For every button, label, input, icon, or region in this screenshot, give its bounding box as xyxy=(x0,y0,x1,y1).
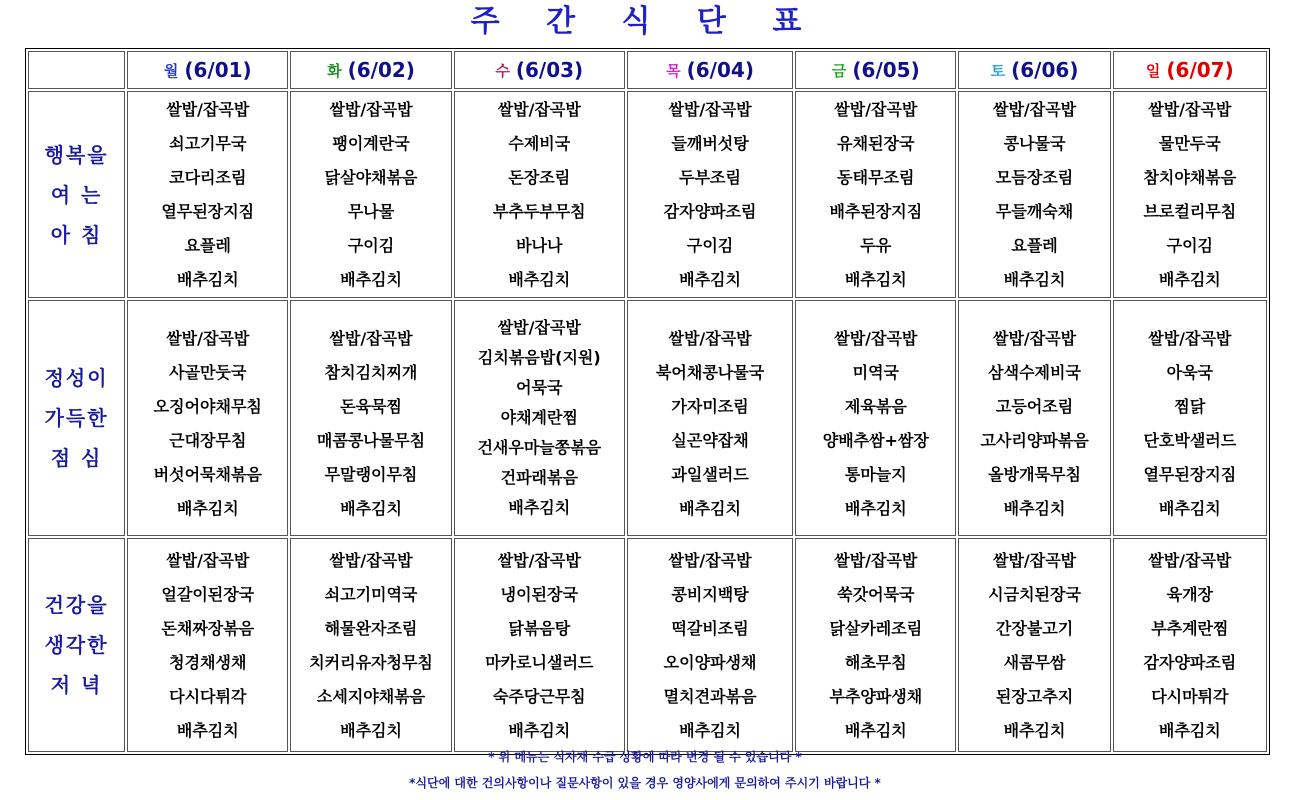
menu-item: 쌀밥/잡곡밥 xyxy=(992,550,1077,570)
menu-item: 배추김치 xyxy=(844,720,907,740)
menu-item: 배추된장지짐 xyxy=(829,202,923,221)
menu-item: 배추김치 xyxy=(679,720,741,740)
meal-label-line: 저 녁 xyxy=(50,673,103,697)
menu-item: 참치야채볶음 xyxy=(1143,168,1237,187)
menu-cell-breakfast-mon xyxy=(127,91,288,298)
menu-item: 두유 xyxy=(860,236,892,255)
menu-item: 무말랭이무침 xyxy=(324,464,418,484)
menu-item: 쌀밥/잡곡밥 xyxy=(1148,550,1232,570)
menu-item: 치커리유자청무침 xyxy=(309,652,433,672)
menu-item: 두부조림 xyxy=(679,168,741,187)
meal-label-line: 행복을 xyxy=(44,142,109,167)
day-badge-icon: 일 xyxy=(1145,62,1161,80)
menu-item: 육개장 xyxy=(1166,584,1214,604)
menu-item: 제육볶음 xyxy=(844,396,907,416)
menu-item: 콩나물국 xyxy=(1003,134,1066,153)
day-header-sun xyxy=(1113,51,1267,89)
meal-label-lunch xyxy=(28,300,125,536)
menu-item: 배추김치 xyxy=(1003,720,1066,740)
menu-item: 해초무침 xyxy=(844,652,907,672)
menu-item: 고등어조림 xyxy=(995,396,1074,416)
menu-cell-dinner-tue xyxy=(290,538,451,752)
menu-item: 김치볶음밥(지원) xyxy=(477,348,601,367)
menu-item: 물만두국 xyxy=(1158,134,1221,153)
day-header-thu xyxy=(627,51,793,89)
menu-item: 부추두부무침 xyxy=(492,202,586,221)
day-header-wed xyxy=(454,51,625,89)
menu-item: 쑥갓어묵국 xyxy=(837,584,915,604)
menu-item: 감자양파조림 xyxy=(663,202,757,221)
menu-cell-breakfast-wed xyxy=(454,91,625,298)
menu-item: 청경채생채 xyxy=(169,652,247,672)
menu-cell-breakfast-sat xyxy=(958,91,1110,298)
day-date-label: (6/04) xyxy=(686,58,754,82)
menu-item: 배추김치 xyxy=(1158,720,1221,740)
menu-cell-breakfast-sun xyxy=(1113,91,1267,298)
menu-item: 쌀밥/잡곡밥 xyxy=(166,100,250,119)
menu-item: 배추김치 xyxy=(340,498,402,518)
meal-label-line: 건강을 xyxy=(44,593,109,617)
menu-cell-lunch-sun xyxy=(1113,300,1267,536)
menu-item: 쌀밥/잡곡밥 xyxy=(668,550,752,570)
menu-item: 찜닭 xyxy=(1174,396,1206,416)
menu-item: 삼색수제비국 xyxy=(988,362,1081,382)
menu-cell-breakfast-tue xyxy=(290,91,451,298)
menu-item: 구이김 xyxy=(347,236,395,255)
menu-item: 브로컬리무침 xyxy=(1143,202,1237,221)
menu-item: 쌀밥/잡곡밥 xyxy=(992,328,1077,348)
menu-cell-lunch-tue xyxy=(290,300,451,536)
menu-item: 미역국 xyxy=(852,362,899,382)
menu-item: 구이김 xyxy=(1166,236,1214,255)
menu-item: 매콤콩나물무침 xyxy=(316,430,426,450)
menu-item: 무들깨숙채 xyxy=(995,202,1074,221)
menu-item: 양배추쌈+쌈장 xyxy=(822,430,929,450)
menu-item: 돈장조림 xyxy=(508,168,571,187)
menu-item: 감자양파조림 xyxy=(1143,652,1237,672)
menu-cell-breakfast-thu xyxy=(627,91,793,298)
menu-item: 어묵국 xyxy=(516,378,563,397)
menu-item: 쌀밥/잡곡밥 xyxy=(497,318,581,337)
menu-item: 배추김치 xyxy=(176,270,239,289)
meal-label-line: 가득한 xyxy=(44,406,109,430)
day-badge-icon: 수 xyxy=(495,62,510,80)
menu-item: 쌀밥/잡곡밥 xyxy=(834,100,918,119)
menu-item: 새콤무쌈 xyxy=(1003,652,1066,672)
day-badge-icon: 토 xyxy=(990,62,1006,80)
menu-item: 바나나 xyxy=(516,236,563,255)
menu-item: 통마늘지 xyxy=(844,464,907,484)
menu-item: 시금치된장국 xyxy=(988,584,1081,604)
meal-row-lunch xyxy=(28,300,1267,536)
menu-cell-lunch-wed xyxy=(454,300,625,536)
menu-item: 배추김치 xyxy=(508,498,571,517)
menu-cell-lunch-thu xyxy=(627,300,793,536)
day-badge-icon: 목 xyxy=(666,62,681,80)
menu-item: 배추김치 xyxy=(1158,498,1221,518)
menu-cell-lunch-fri xyxy=(795,300,956,536)
menu-cell-dinner-sat xyxy=(958,538,1110,752)
menu-item: 건새우마늘쫑볶음 xyxy=(477,438,602,457)
menu-item: 쌀밥/잡곡밥 xyxy=(992,100,1077,119)
menu-item: 오이양파생채 xyxy=(663,652,757,672)
menu-item: 해물완자조림 xyxy=(324,618,418,638)
menu-item: 쌀밥/잡곡밥 xyxy=(834,328,918,348)
menu-item: 오징어야채무침 xyxy=(153,396,262,416)
menu-item: 부추양파생채 xyxy=(829,686,923,706)
menu-change-notice: * 위 메뉴는 식자재 수급 상황에 따라 변경 될 수 있습니다 * xyxy=(488,750,802,764)
menu-cell-dinner-wed xyxy=(454,538,625,752)
menu-item: 다시다튀각 xyxy=(169,686,247,706)
menu-item: 배추김치 xyxy=(844,498,907,518)
menu-item: 요플레 xyxy=(184,236,231,255)
menu-item: 단호박샐러드 xyxy=(1143,430,1237,450)
menu-item: 쌀밥/잡곡밥 xyxy=(668,328,752,348)
menu-item: 간장불고기 xyxy=(995,618,1074,638)
page-title: 주 간 식 단 표 xyxy=(470,4,820,39)
menu-cell-dinner-thu xyxy=(627,538,793,752)
menu-item: 사골만둣국 xyxy=(169,362,247,382)
weekly-menu-table xyxy=(25,48,1270,755)
menu-item: 냉이된장국 xyxy=(500,584,578,604)
menu-item: 쌀밥/잡곡밥 xyxy=(329,100,413,119)
menu-cell-dinner-fri xyxy=(795,538,956,752)
menu-cell-lunch-mon xyxy=(127,300,288,536)
menu-item: 쌀밥/잡곡밥 xyxy=(497,100,581,119)
menu-cell-breakfast-fri xyxy=(795,91,956,298)
menu-cell-dinner-sun xyxy=(1113,538,1267,752)
menu-item: 근대장무침 xyxy=(169,430,247,450)
menu-item: 배추김치 xyxy=(176,498,239,518)
meal-label-line: 점 심 xyxy=(50,446,103,470)
menu-item: 과일샐러드 xyxy=(671,464,749,484)
menu-item: 배추김치 xyxy=(844,270,907,289)
menu-cell-lunch-sat xyxy=(958,300,1110,536)
menu-item: 닭볶음탕 xyxy=(508,618,571,638)
day-date-label: (6/01) xyxy=(184,58,252,82)
menu-item: 유채된장국 xyxy=(837,134,915,153)
menu-item: 배추김치 xyxy=(508,720,571,740)
day-header-tue xyxy=(290,51,451,89)
day-header-fri xyxy=(795,51,956,89)
menu-item: 부추계란찜 xyxy=(1151,618,1229,638)
menu-cell-dinner-mon xyxy=(127,538,288,752)
menu-item: 배추김치 xyxy=(679,498,741,518)
menu-item: 요플레 xyxy=(1011,236,1058,255)
menu-item: 팽이계란국 xyxy=(332,134,410,153)
meal-label-line: 여 는 xyxy=(50,182,103,207)
menu-item: 건파래볶음 xyxy=(500,468,578,487)
menu-item: 숙주당근무침 xyxy=(492,686,586,706)
meal-label-breakfast xyxy=(28,91,125,298)
menu-item: 북어채콩나물국 xyxy=(655,362,765,382)
meal-row-breakfast xyxy=(28,91,1267,298)
menu-item: 떡갈비조림 xyxy=(671,618,749,638)
menu-item: 열무된장지짐 xyxy=(161,202,255,221)
meal-label-line: 정성이 xyxy=(44,366,109,390)
menu-item: 닭살야채볶음 xyxy=(324,168,418,187)
menu-item: 배추김치 xyxy=(1003,498,1066,518)
menu-item: 코다리조림 xyxy=(169,168,247,187)
menu-item: 참치김치찌개 xyxy=(324,362,418,382)
menu-item: 된장고추지 xyxy=(995,686,1074,706)
menu-item: 올방개묵무침 xyxy=(988,464,1081,484)
menu-item: 버섯어묵채볶음 xyxy=(153,464,262,484)
menu-item: 쌀밥/잡곡밥 xyxy=(166,550,250,570)
menu-item: 열무된장지짐 xyxy=(1143,464,1237,484)
menu-item: 다시마튀각 xyxy=(1151,686,1229,706)
menu-item: 쇠고기무국 xyxy=(169,134,247,153)
menu-item: 배추김치 xyxy=(1158,270,1221,289)
menu-item: 배추김치 xyxy=(340,270,402,289)
menu-item: 배추김치 xyxy=(508,270,571,289)
menu-item: 마카로니샐러드 xyxy=(485,652,594,672)
menu-item: 쌀밥/잡곡밥 xyxy=(497,550,581,570)
menu-item: 실곤약잡채 xyxy=(671,430,749,450)
day-badge-icon: 금 xyxy=(831,62,847,80)
menu-item: 무나물 xyxy=(347,202,395,221)
menu-item: 소세지야채볶음 xyxy=(316,686,426,706)
day-date-label: (6/07) xyxy=(1166,58,1234,82)
menu-item: 구이김 xyxy=(686,236,734,255)
menu-item: 돈채짜장볶음 xyxy=(161,618,255,638)
menu-item: 가자미조림 xyxy=(671,396,749,416)
day-badge-icon: 화 xyxy=(327,62,342,80)
day-badge-icon: 월 xyxy=(163,62,179,80)
menu-item: 고사리양파볶음 xyxy=(980,430,1089,450)
day-header-row xyxy=(28,51,1267,89)
menu-item: 들깨버섯탕 xyxy=(671,134,749,153)
meal-row-dinner xyxy=(28,538,1267,752)
menu-item: 쌀밥/잡곡밥 xyxy=(329,550,413,570)
contact-notice: *식단에 대한 건의사항이나 질문사항이 있을 경우 영양사에게 문의하여 주시기 바랍니다 * xyxy=(409,776,881,790)
day-date-label: (6/03) xyxy=(515,58,584,82)
menu-item: 쌀밥/잡곡밥 xyxy=(166,328,250,348)
menu-item: 쌀밥/잡곡밥 xyxy=(668,100,752,119)
menu-item: 야채계란찜 xyxy=(500,408,578,427)
menu-item: 돈육묵찜 xyxy=(340,396,402,416)
day-date-label: (6/05) xyxy=(852,58,920,82)
menu-item: 배추김치 xyxy=(1003,270,1066,289)
day-date-label: (6/02) xyxy=(347,58,415,82)
menu-item: 닭살카레조림 xyxy=(829,618,923,638)
menu-item: 배추김치 xyxy=(340,720,402,740)
meal-label-dinner xyxy=(28,538,125,752)
day-header-mon xyxy=(127,51,288,89)
meal-label-line: 아 침 xyxy=(50,222,103,247)
menu-item: 아욱국 xyxy=(1166,362,1214,382)
menu-item: 배추김치 xyxy=(176,720,239,740)
day-header-sat xyxy=(958,51,1110,89)
menu-item: 쌀밥/잡곡밥 xyxy=(834,550,918,570)
menu-item: 쌀밥/잡곡밥 xyxy=(1148,328,1232,348)
day-date-label: (6/06) xyxy=(1011,58,1079,82)
menu-item: 모듬장조림 xyxy=(995,168,1074,187)
menu-item: 쌀밥/잡곡밥 xyxy=(1148,100,1232,119)
menu-item: 얼갈이된장국 xyxy=(161,584,255,604)
menu-item: 동태무조림 xyxy=(837,168,915,187)
menu-item: 쇠고기미역국 xyxy=(324,584,418,604)
corner-cell xyxy=(28,51,125,89)
meal-label-line: 생각한 xyxy=(44,633,109,657)
menu-item: 콩비지백탕 xyxy=(671,584,749,604)
menu-item: 배추김치 xyxy=(679,270,741,289)
menu-item: 수제비국 xyxy=(508,134,571,153)
menu-item: 멸치견과볶음 xyxy=(663,686,757,706)
menu-item: 쌀밥/잡곡밥 xyxy=(329,328,413,348)
